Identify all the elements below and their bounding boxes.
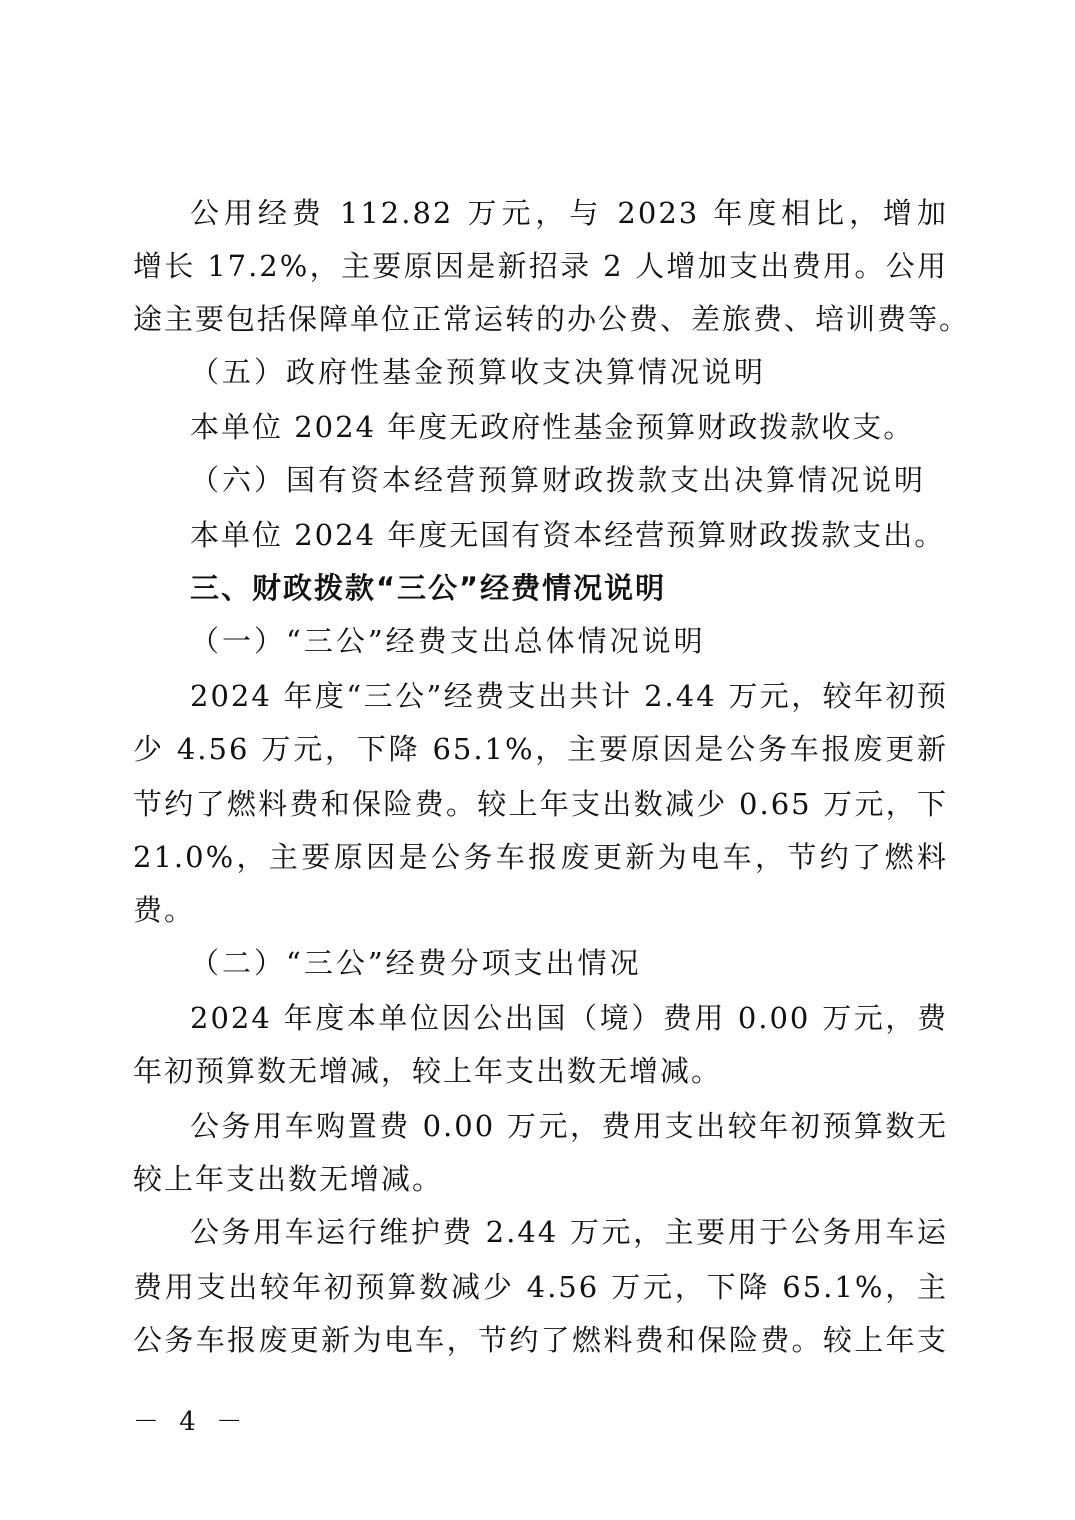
paragraph-line: 途主要包括保障单位正常运转的办公费、差旅费、培训费等。 [133, 302, 971, 336]
paragraph-line: 本单位 2024 年度无政府性基金预算财政拨款收支。 [190, 410, 915, 444]
paragraph-line: 2024 年度本单位因公出国（境）费用 0.00 万元，费 [190, 1001, 948, 1035]
paragraph-line: 公用经费 112.82 万元，与 2023 年度相比，增加 [190, 196, 948, 230]
section-heading-1: （一）“三公”经费支出总体情况说明 [190, 624, 706, 658]
paragraph-line: 本单位 2024 年度无国有资本经营预算财政拨款支出。 [190, 518, 946, 552]
paragraph-line: 增长 17.2%，主要原因是新招录 2 人增加支出费用。公用 [133, 249, 948, 283]
paragraph-line: 少 4.56 万元，下降 65.1%，主要原因是公务车报废更新 [133, 732, 948, 766]
paragraph-line: 节约了燃料费和保险费。较上年支出数减少 0.65 万元，下 [133, 787, 948, 821]
chapter-heading-3: 三、财政拨款“三公”经费情况说明 [190, 571, 667, 605]
paragraph-line: 公务用车购置费 0.00 万元，费用支出较年初预算数无 [190, 1109, 948, 1143]
paragraph-line: 公务用车运行维护费 2.44 万元，主要用于公务用车运 [190, 1215, 948, 1249]
paragraph-line: 2024 年度“三公”经费支出共计 2.44 万元，较年初预 [190, 679, 948, 713]
paragraph-line: 较上年支出数无增减。 [133, 1162, 444, 1196]
paragraph-line: 费。 [133, 893, 196, 927]
section-heading-6: （六）国有资本经营预算财政拨款支出决算情况说明 [190, 463, 927, 497]
page-number: － 4 － [133, 1407, 249, 1437]
paragraph-line: 公务车报废更新为电车，节约了燃料费和保险费。较上年支 [133, 1323, 948, 1357]
paragraph-line: 21.0%，主要原因是公务车报废更新为电车，节约了燃料 [133, 840, 948, 874]
section-heading-2: （二）“三公”经费分项支出情况 [190, 946, 642, 980]
paragraph-line: 年初预算数无增减，较上年支出数无增减。 [133, 1054, 723, 1088]
paragraph-line: 费用支出较年初预算数减少 4.56 万元，下降 65.1%，主 [133, 1270, 948, 1304]
section-heading-5: （五）政府性基金预算收支决算情况说明 [190, 355, 767, 389]
